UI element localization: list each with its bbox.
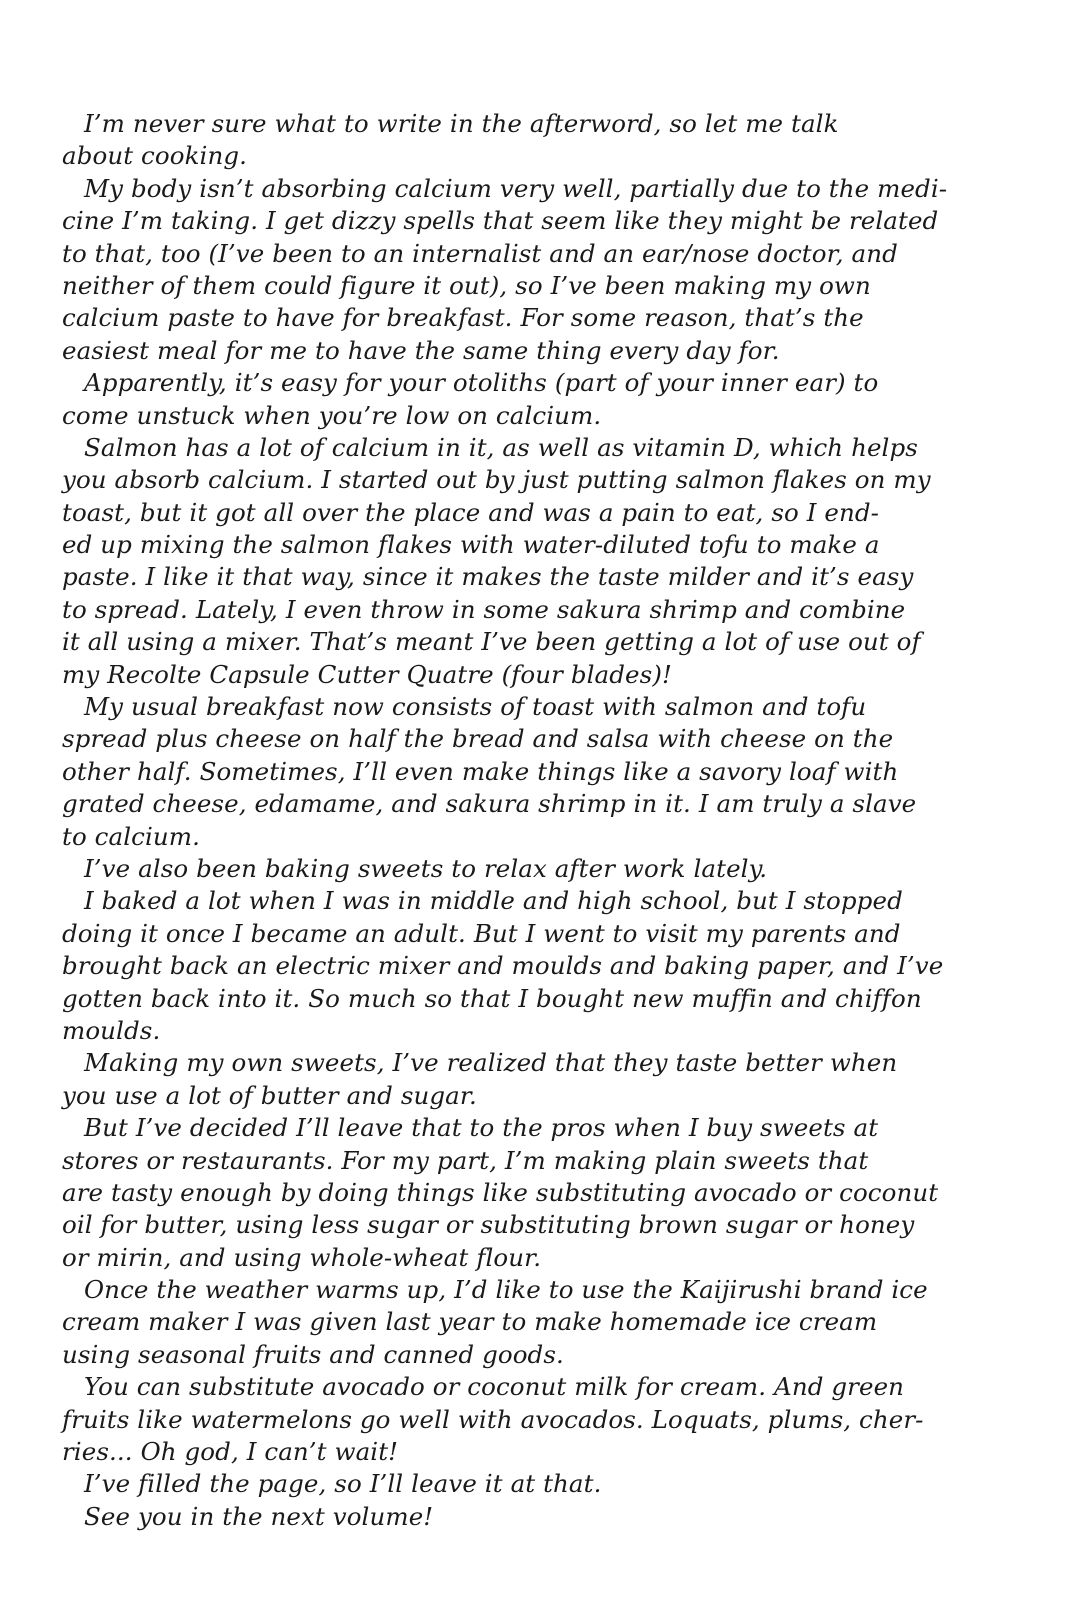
afterword-line: cream maker I was given last year to make homemade ice cream xyxy=(62,1307,878,1337)
afterword-line: my Recolte Capsule Cutter Quatre (four blades)! xyxy=(62,659,672,689)
afterword-line: See you in the next volume! xyxy=(84,1501,434,1531)
afterword-line: I baked a lot when I was in middle and high school, but I stopped xyxy=(84,886,903,916)
afterword-line: paste. I like it that way, since it makes the taste milder and it’s easy xyxy=(62,562,914,592)
afterword-line: grated cheese, edamame, and sakura shrimp in it. I am truly a slave xyxy=(62,789,917,819)
afterword-line: My body isn’t absorbing calcium very well, partially due to the medi- xyxy=(84,173,948,203)
afterword-line: Making my own sweets, I’ve realized that they taste better when xyxy=(84,1048,898,1078)
afterword-line: to calcium. xyxy=(62,821,201,851)
afterword-line: fruits like watermelons go well with avocados. Loquats, plums, cher- xyxy=(62,1404,924,1434)
afterword-line: gotten back into it. So much so that I bought new muffin and chiffon xyxy=(62,983,922,1013)
afterword-line: to that, too (I’ve been to an internalist and an ear/nose doctor, and xyxy=(62,238,898,268)
afterword-line: are tasty enough by doing things like substituting avocado or coconut xyxy=(62,1177,939,1207)
afterword-line: come unstuck when you’re low on calcium. xyxy=(62,400,602,430)
afterword-line: I’ve also been baking sweets to relax after work lately. xyxy=(84,853,768,883)
afterword-text xyxy=(62,108,1002,1533)
afterword-line: neither of them could figure it out), so I’ve been making my own xyxy=(62,270,871,300)
afterword-line: oil for butter, using less sugar or substituting brown sugar or honey xyxy=(62,1210,915,1240)
afterword-line: about cooking. xyxy=(62,141,248,171)
afterword-line: Once the weather warms up, I’d like to use the Kaijirushi brand ice xyxy=(84,1275,928,1305)
afterword-line: other half. Sometimes, I’ll even make things like a savory loaf with xyxy=(62,756,899,786)
afterword-line: stores or restaurants. For my part, I’m making plain sweets that xyxy=(62,1145,869,1175)
afterword-line: I’m never sure what to write in the afterword, so let me talk xyxy=(84,109,839,138)
afterword-line: using seasonal fruits and canned goods. xyxy=(62,1339,564,1369)
afterword-line: spread plus cheese on half the bread and salsa with cheese on the xyxy=(62,724,894,754)
afterword-line: My usual breakfast now consists of toast with salmon and tofu xyxy=(84,692,867,722)
afterword-line: to spread. Lately, I even throw in some sakura shrimp and combine xyxy=(62,594,906,624)
afterword-line: easiest meal for me to have the same thing every day for. xyxy=(62,335,780,365)
afterword-line: cine I’m taking. I get dizzy spells that seem like they might be related xyxy=(62,206,939,236)
afterword-line: toast, but it got all over the place and was a pain to eat, so I end- xyxy=(62,497,880,527)
afterword-line: or mirin, and using whole-wheat flour. xyxy=(62,1242,542,1272)
afterword-line: ed up mixing the salmon flakes with water-diluted tofu to make a xyxy=(62,530,880,560)
afterword-line: Apparently, it’s easy for your otoliths (part of your inner ear) to xyxy=(84,368,879,398)
afterword-line: brought back an electric mixer and moulds and baking paper, and I’ve xyxy=(62,951,944,981)
afterword-line: you use a lot of butter and sugar. xyxy=(62,1080,477,1110)
afterword-line: calcium paste to have for breakfast. For some reason, that’s the xyxy=(62,303,864,333)
afterword-line: you absorb calcium. I started out by just putting salmon flakes on my xyxy=(62,465,931,495)
afterword-line: ries... Oh god, I can’t wait! xyxy=(62,1437,399,1467)
afterword-line: But I’ve decided I’ll leave that to the pros when I buy sweets at xyxy=(84,1113,879,1143)
afterword-line: You can substitute avocado or coconut milk for cream. And green xyxy=(84,1372,905,1402)
afterword-line: moulds. xyxy=(62,1015,161,1045)
afterword-line: I’ve filled the page, so I’ll leave it at that. xyxy=(84,1469,602,1499)
afterword-line: doing it once I became an adult. But I went to visit my parents and xyxy=(62,918,901,948)
afterword-line: it all using a mixer. That’s meant I’ve been getting a lot of use out of xyxy=(62,627,921,657)
afterword-line: Salmon has a lot of calcium in it, as well as vitamin D, which helps xyxy=(84,432,918,462)
